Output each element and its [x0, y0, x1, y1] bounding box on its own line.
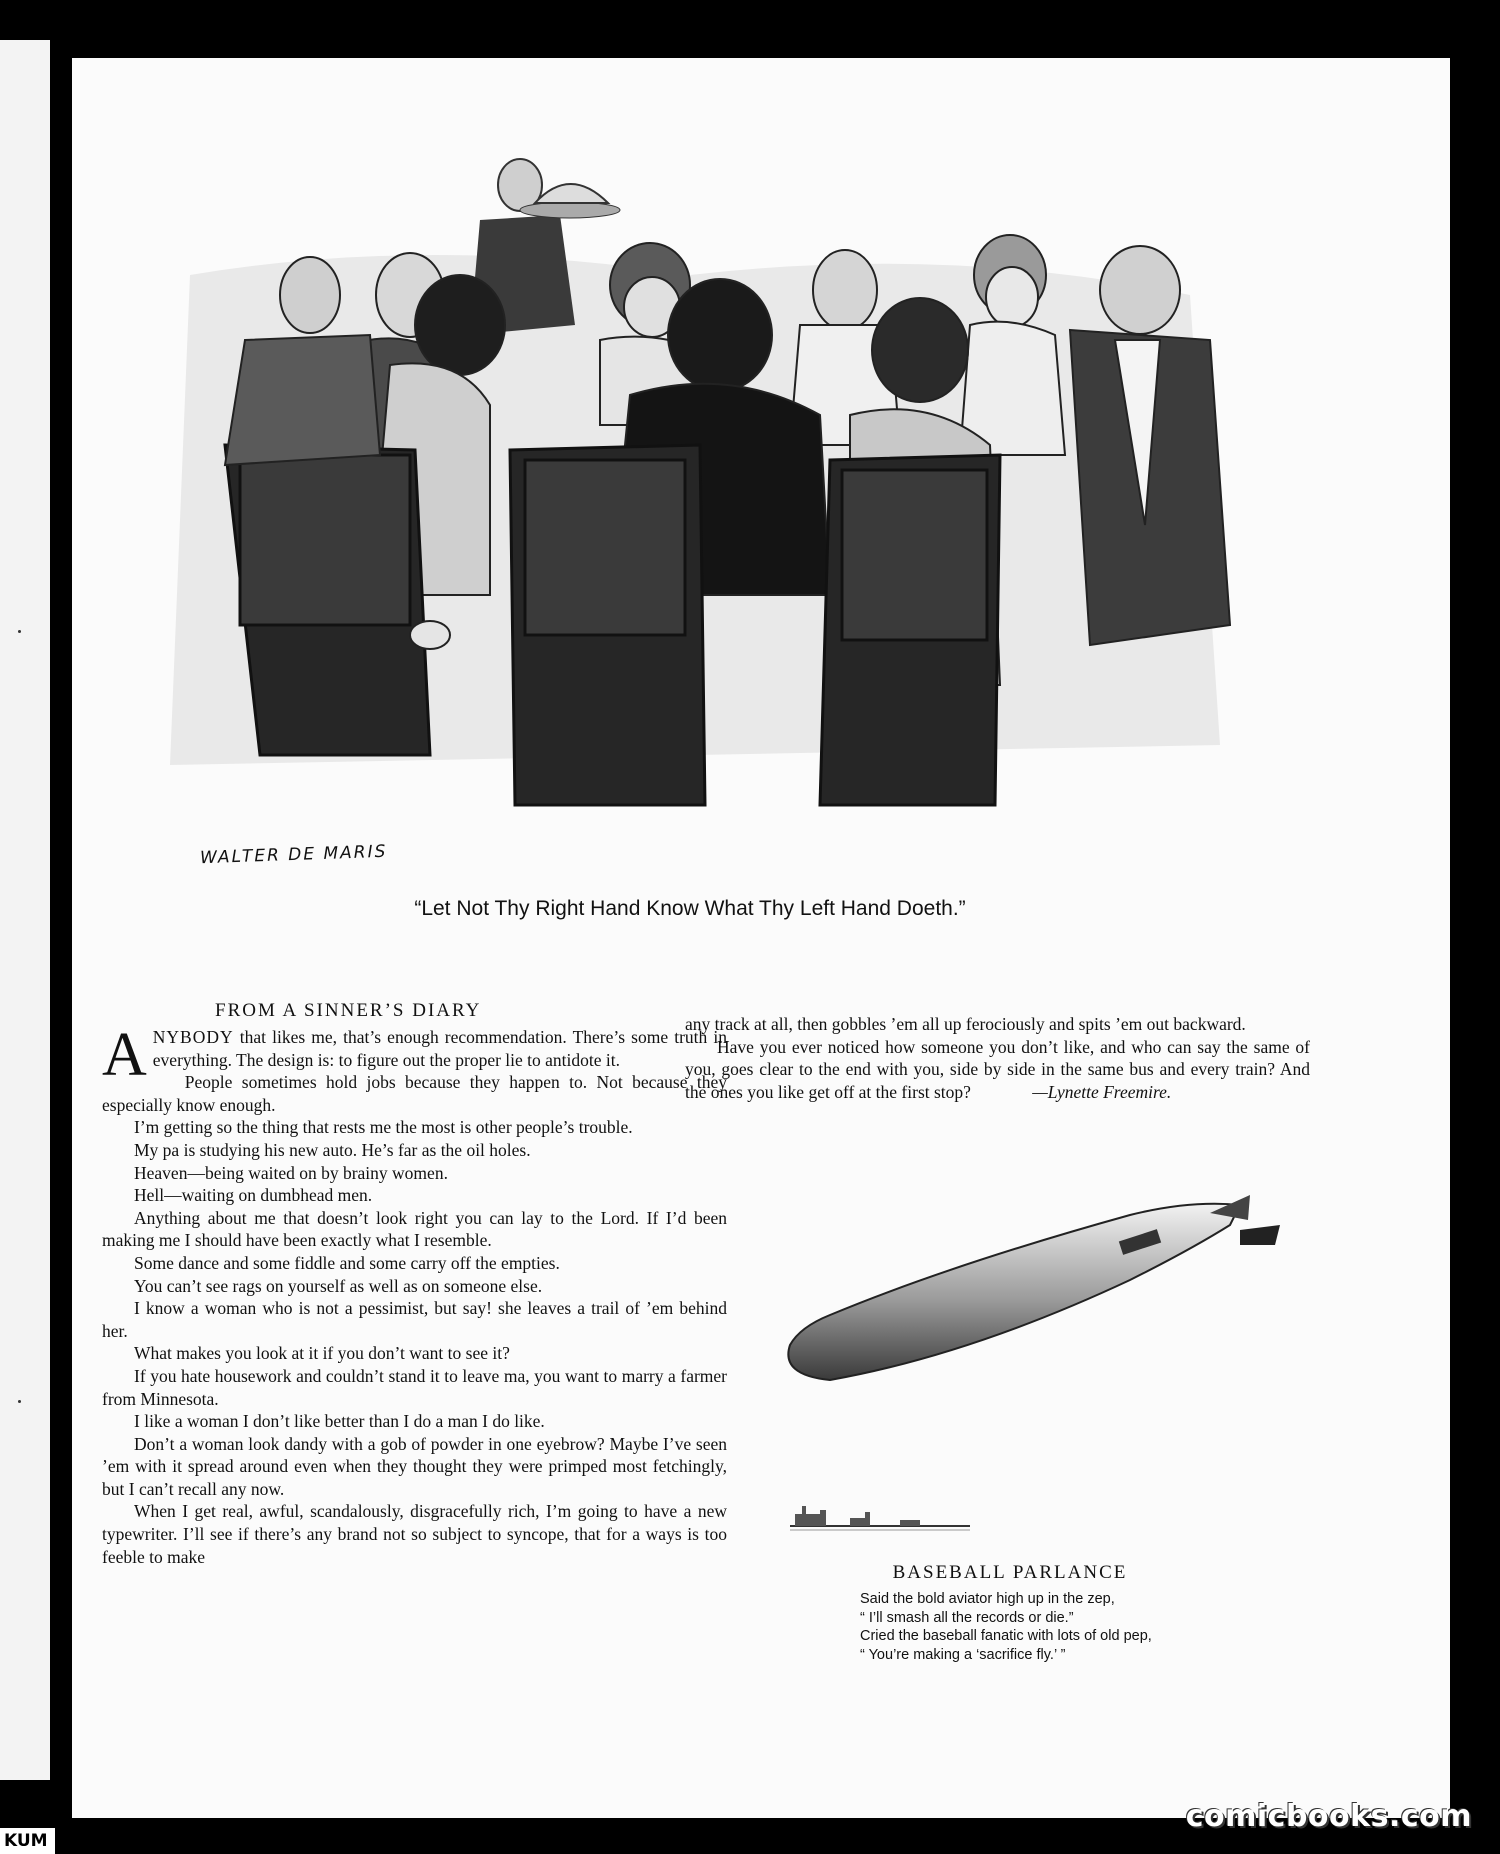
article-paragraph: Don’t a woman look dandy with a gob of powder in one eyebrow? Maybe I’ve seen ’em with it spread around even when they thought they were primped most fetchingly, but I can’t recall any now. — [102, 1433, 727, 1499]
dinner-party-illustration — [130, 125, 1260, 885]
article-paragraph: Anything about me that doesn’t look right you can lay to the Lord. If I’d been making me I should have been exactly what I resemble. — [102, 1207, 727, 1251]
article-author: —Lynette Freemire. — [1032, 1081, 1172, 1102]
poem-line: “ You’re making a ‘sacrifice fly.’ ” — [860, 1646, 1066, 1663]
drop-cap: A — [102, 1021, 147, 1089]
last-paragraph-text: Have you ever noticed how someone you don’t like, and who can say the same of you, goes clear to the end with you, side by side in the same bus and every train? And the ones you like get off at the first stop? — [685, 1036, 1310, 1102]
poem-title: BASEBALL PARLANCE — [892, 1562, 1128, 1583]
zeppelin-illustration — [770, 1185, 1290, 1395]
article-paragraph — [102, 1021, 727, 1089]
first-paragraph-text: that likes me, that’s enough recommendation. There’s some truth in everything. The design is: to figure out the proper lie to antidote it. — [152, 1027, 727, 1070]
page-mark — [18, 1400, 21, 1403]
article-title: FROM A SINNER’S DIARY — [215, 1000, 482, 1021]
corner-label: KUM — [0, 1828, 55, 1854]
adjacent-page-edge — [0, 40, 50, 1780]
article-paragraph: My pa is studying his new auto. He’s far as the oil holes. — [134, 1139, 531, 1160]
page-mark — [18, 630, 21, 633]
article-paragraph: I like a woman I don’t like better than I do a man I do like. — [134, 1411, 545, 1432]
illustration-caption: “Let Not Thy Right Hand Know What Thy Left Hand Doeth.” — [414, 897, 966, 920]
poem-line: “ I’ll smash all the records or die.” — [860, 1609, 1074, 1626]
article-paragraph: You can’t see rags on yourself as well as on someone else. — [134, 1275, 543, 1296]
article-paragraph: Heaven—being waited on by brainy women. — [134, 1162, 448, 1183]
article-paragraph: When I get real, awful, scandalously, disgracefully rich, I’m going to have a new typewriter. I’ll see if there’s any brand not so subject to syncope, that for a ways is too feeble to make — [102, 1501, 727, 1567]
article-column-left — [102, 1021, 727, 1568]
article-paragraph: People sometimes hold jobs because they happen to. Not because they especially know enough. — [102, 1072, 727, 1115]
article-paragraph-continued: any track at all, then gobbles ’em all up ferociously and spits ’em out backward. — [685, 1014, 1246, 1034]
poem — [860, 1590, 1280, 1664]
city-skyline-drawing — [790, 1492, 970, 1534]
article-paragraph: I know a woman who is not a pessimist, but say! she leaves a trail of ’em behind her. — [102, 1298, 727, 1341]
first-word: NYBODY — [152, 1027, 234, 1047]
poem-line: Cried the baseball fanatic with lots of old pep, — [860, 1628, 1152, 1644]
article-paragraph: I’m getting so the thing that rests me the most is other people’s trouble. — [134, 1117, 633, 1138]
article-paragraph: What makes you look at it if you don’t want to see it? — [134, 1343, 510, 1364]
article-paragraph — [685, 1036, 1310, 1104]
article-column-right — [685, 1013, 1310, 1103]
site-watermark: comicbooks.com — [1185, 1799, 1472, 1834]
article-paragraph: Hell—waiting on dumbhead men. — [134, 1185, 373, 1206]
poem-line: Said the bold aviator high up in the zep, — [860, 1591, 1115, 1607]
artist-signature: WALTER DE MARIS — [199, 841, 388, 869]
article-paragraph: Some dance and some fiddle and some carry off the empties. — [134, 1252, 560, 1273]
article-paragraph: If you hate housework and couldn’t stand it to leave ma, you want to marry a farmer from Minnesota. — [102, 1365, 727, 1409]
